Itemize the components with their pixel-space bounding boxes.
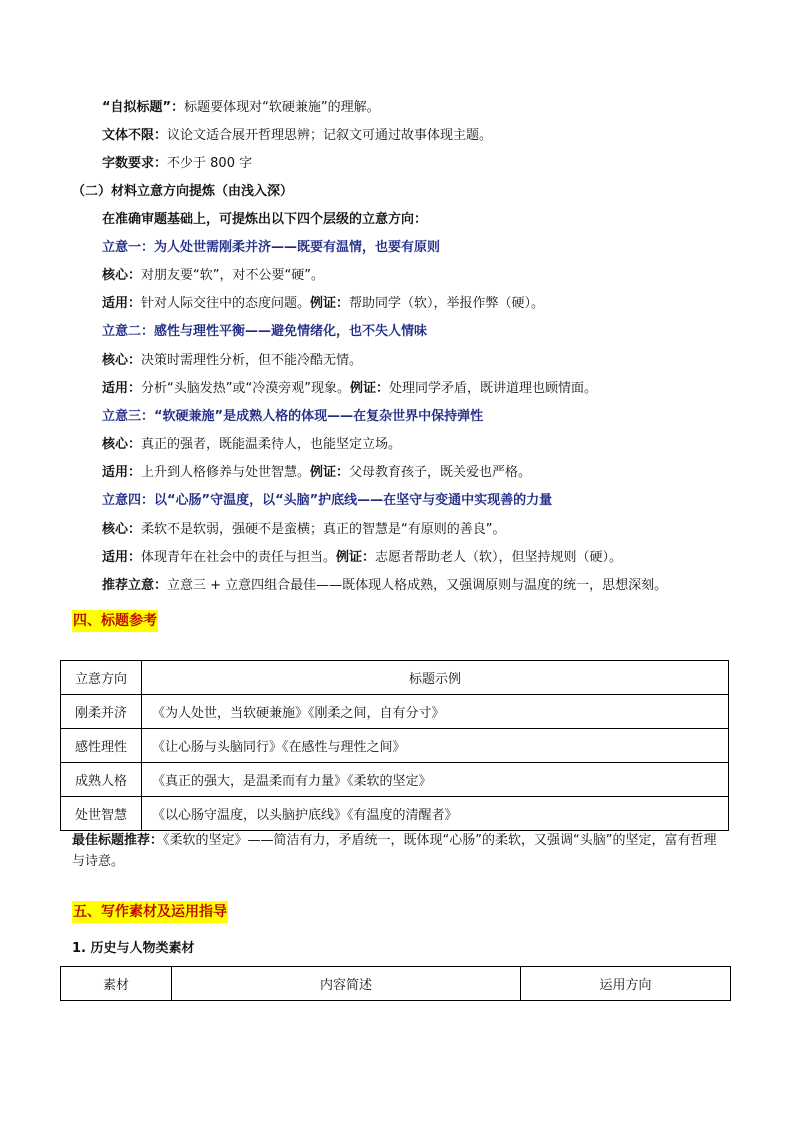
section5-heading: 五、写作素材及运用指导 — [72, 901, 228, 923]
table-row — [61, 695, 729, 729]
table-cell: 《让心肠与头脑同行》《在感性与理性之间》 — [142, 729, 729, 763]
core-label: 核心： — [102, 437, 142, 452]
example-label: 例证： — [310, 296, 350, 311]
section5-subheading: 1. 历史与人物类素材 — [72, 941, 195, 956]
table-cell: 刚柔并济 — [61, 695, 142, 729]
apply-text: 体现青年在社会中的责任与担当。 — [141, 550, 337, 565]
apply-text: 上升到人格修养与处世智慧。 — [141, 465, 311, 480]
table-header-row — [61, 967, 731, 1001]
best-title-text: 《柔软的坚定》——简洁有力，矛盾统一，既体现“心肠”的柔软，又强调“头脑”的坚定，富有哲理与诗意。 — [72, 833, 717, 869]
idea4-title: 立意四：以“心肠”守温度，以“头脑”护底线——在坚守与变通中实现善的力量 — [102, 493, 553, 508]
example-label: 例证： — [349, 381, 389, 396]
recommend-line — [102, 576, 667, 596]
requirement-label: 文体不限： — [102, 128, 168, 143]
requirement-label: “自拟标题”： — [102, 100, 185, 115]
best-title-paragraph — [72, 830, 724, 872]
idea2-core — [102, 351, 362, 371]
apply-label: 适用： — [102, 550, 142, 565]
core-label: 核心： — [102, 522, 142, 537]
idea3-apply — [102, 463, 531, 483]
example-label: 例证： — [310, 465, 350, 480]
example-text: 志愿者帮助老人（软），但坚持规则（硬）。 — [375, 550, 623, 565]
apply-label: 适用： — [102, 381, 142, 396]
requirement-text: 标题要体现对“软硬兼施”的理解。 — [184, 100, 380, 115]
requirement-genre-line — [102, 126, 492, 146]
requirement-wordcount-line — [102, 154, 252, 174]
example-label: 例证： — [336, 550, 376, 565]
table-row — [61, 729, 729, 763]
material-table — [60, 966, 731, 1001]
idea4-core — [102, 520, 506, 540]
table-cell: 处世智慧 — [61, 797, 142, 831]
table-header-cell: 运用方向 — [521, 967, 731, 1001]
section2-title: （二）材料立意方向提炼（由浅入深） — [72, 184, 294, 199]
core-text: 柔软不是软弱，强硬不是蛮横；真正的智慧是“有原则的善良”。 — [141, 522, 506, 537]
core-text: 真正的强者，既能温柔待人，也能坚定立场。 — [141, 437, 402, 452]
table-header-cell: 内容简述 — [172, 967, 521, 1001]
requirement-text: 不少于 800 字 — [167, 156, 253, 171]
idea2-title: 立意二：感性与理性平衡——避免情绪化，也不失人情味 — [102, 324, 428, 339]
idea3-core — [102, 435, 401, 455]
apply-text: 分析“头脑发热”或“冷漠旁观”现象。 — [141, 381, 350, 396]
requirement-title-line — [102, 98, 380, 118]
idea3-title: 立意三：“软硬兼施”是成熟人格的体现——在复杂世界中保持弹性 — [102, 409, 484, 424]
table-row — [61, 763, 729, 797]
apply-text: 针对人际交往中的态度问题。 — [141, 296, 311, 311]
table-header-cell: 标题示例 — [142, 661, 729, 695]
title-reference-table — [60, 660, 729, 831]
apply-label: 适用： — [102, 296, 142, 311]
example-text: 帮助同学（软），举报作弊（硬）。 — [349, 296, 545, 311]
section2-intro: 在准确审题基础上，可提炼出以下四个层级的立意方向： — [102, 212, 428, 227]
table-header-row — [61, 661, 729, 695]
idea1-apply — [102, 294, 544, 314]
example-text: 处理同学矛盾，既讲道理也顾情面。 — [388, 381, 597, 396]
core-label: 核心： — [102, 268, 142, 283]
example-text: 父母教育孩子，既关爱也严格。 — [349, 465, 532, 480]
recommend-label: 推荐立意： — [102, 578, 168, 593]
section4-heading: 四、标题参考 — [72, 610, 158, 632]
requirement-label: 字数要求： — [102, 156, 168, 171]
idea1-core — [102, 266, 324, 286]
idea1-title: 立意一：为人处世需刚柔并济——既要有温情，也要有原则 — [102, 240, 441, 255]
table-cell: 成熟人格 — [61, 763, 142, 797]
core-label: 核心： — [102, 353, 142, 368]
idea2-apply — [102, 379, 597, 399]
table-cell: 《为人处世，当软硬兼施》《刚柔之间，自有分寸》 — [142, 695, 729, 729]
requirement-text: 议论文适合展开哲理思辨；记叙文可通过故事体现主题。 — [167, 128, 493, 143]
table-header-cell: 素材 — [61, 967, 172, 1001]
core-text: 对朋友要“软”，对不公要“硬”。 — [141, 268, 324, 283]
apply-label: 适用： — [102, 465, 142, 480]
idea4-apply — [102, 548, 622, 568]
table-row — [61, 797, 729, 831]
table-cell: 《真正的强大，是温柔而有力量》《柔软的坚定》 — [142, 763, 729, 797]
recommend-text: 立意三 + 立意四组合最佳——既体现人格成熟，又强调原则与温度的统一，思想深刻。 — [167, 578, 668, 593]
best-title-label: 最佳标题推荐： — [72, 833, 164, 848]
table-cell: 《以心肠守温度，以头脑护底线》《有温度的清醒者》 — [142, 797, 729, 831]
table-header-cell: 立意方向 — [61, 661, 142, 695]
table-cell: 感性理性 — [61, 729, 142, 763]
core-text: 决策时需理性分析，但不能冷酷无情。 — [141, 353, 363, 368]
